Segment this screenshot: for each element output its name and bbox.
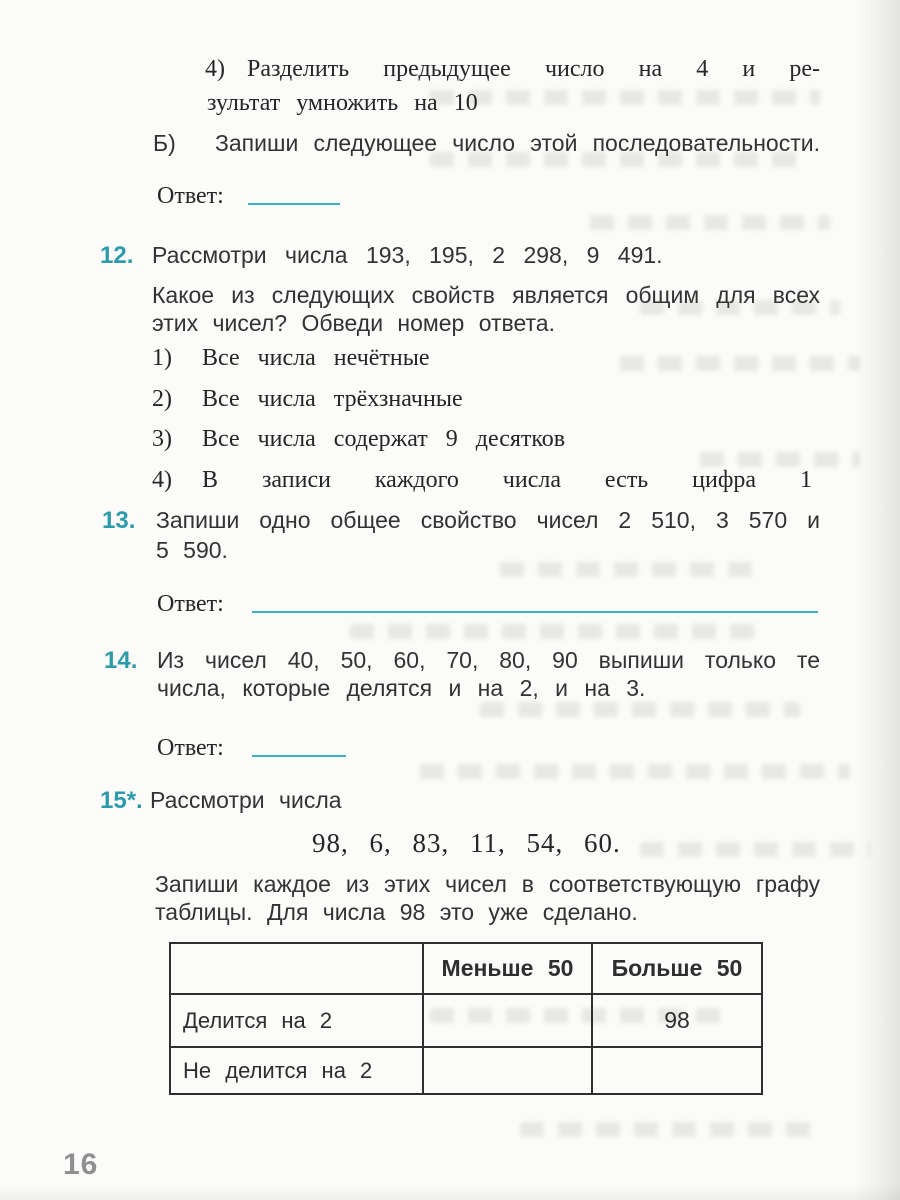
q14-number: 14. xyxy=(104,647,138,674)
answer1-blank-line[interactable] xyxy=(248,203,340,205)
q12-option2-marker[interactable]: 2) xyxy=(152,386,172,412)
itemB-text: Запиши следующее число этой последовательности. xyxy=(215,130,820,156)
q12-option2-text[interactable]: Все числа трёхзначные xyxy=(202,386,463,412)
q13-line1: Запиши одно общее свойство чисел 2 510, 3 570 и xyxy=(156,507,820,533)
q12-option4-text[interactable]: В записи каждого числа есть цифра 1 xyxy=(202,467,812,493)
table-header-less50: Меньше 50 xyxy=(423,943,592,994)
table-corner-cell xyxy=(170,943,423,994)
table-row-label: Не делится на 2 xyxy=(170,1047,423,1094)
table-row xyxy=(170,1047,762,1094)
q15-number: 15*. xyxy=(100,787,143,814)
bleedthrough-smudge xyxy=(350,624,760,639)
q13-answer-label: Ответ: xyxy=(157,591,224,617)
q12-option4-marker[interactable]: 4) xyxy=(152,467,172,493)
q12-number: 12. xyxy=(100,242,134,269)
page-bottom-shadow xyxy=(0,1184,900,1200)
q15-para-line1: Запиши каждое из этих чисел в соответствующую графу xyxy=(155,871,820,897)
q12-question-line1: Какое из следующих свойств является общим для всех xyxy=(152,282,820,308)
q15-para-line2: таблицы. Для числа 98 это уже сделано. xyxy=(155,899,638,925)
table-row-label: Делится на 2 xyxy=(170,994,423,1047)
bleedthrough-smudge xyxy=(430,90,820,105)
answer1-label: Ответ: xyxy=(157,183,224,209)
q12-question-line2: этих чисел? Обведи номер ответа. xyxy=(152,310,555,336)
q14-answer-label: Ответ: xyxy=(157,735,224,761)
item4-line2: зультат умножить на 10 xyxy=(207,90,478,116)
bleedthrough-smudge xyxy=(590,215,830,230)
table-cell-divisible-less50[interactable] xyxy=(423,994,592,1047)
table-row xyxy=(170,994,762,1047)
table-header-row xyxy=(170,943,762,994)
item4-line1: Разделить предыдущее число на 4 и ре- xyxy=(247,56,820,82)
table-cell-divisible-more50[interactable]: 98 xyxy=(592,994,762,1047)
bleedthrough-smudge xyxy=(520,1122,820,1137)
q12-option1-text[interactable]: Все числа нечётные xyxy=(202,345,430,371)
page-edge-shadow xyxy=(854,0,900,1200)
q14-line2: числа, которые делятся и на 2, и на 3. xyxy=(157,675,646,701)
classification-table xyxy=(169,942,763,1095)
page-number: 16 xyxy=(63,1148,99,1181)
q15-intro: Рассмотри числа xyxy=(150,787,342,813)
q13-number: 13. xyxy=(102,507,136,534)
q15-numbers-line: 98, 6, 83, 11, 54, 60. xyxy=(312,828,621,858)
table-cell-notdivisible-less50[interactable] xyxy=(423,1047,592,1094)
q12-intro: Рассмотри числа 193, 195, 2 298, 9 491. xyxy=(152,242,663,268)
bleedthrough-smudge xyxy=(700,452,860,467)
bleedthrough-smudge xyxy=(480,702,800,717)
bleedthrough-smudge xyxy=(620,356,860,371)
item4-marker: 4) xyxy=(205,56,225,82)
itemB-marker: Б) xyxy=(153,130,176,156)
bleedthrough-smudge xyxy=(640,842,870,857)
q12-option3-text[interactable]: Все числа содержат 9 десятков xyxy=(202,426,566,452)
bleedthrough-smudge xyxy=(420,764,850,779)
table-header-more50: Больше 50 xyxy=(592,943,762,994)
table-cell-notdivisible-more50[interactable] xyxy=(592,1047,762,1094)
q13-answer-blank-line[interactable] xyxy=(252,611,818,613)
q14-answer-blank-line[interactable] xyxy=(252,755,346,757)
q12-option3-marker[interactable]: 3) xyxy=(152,426,172,452)
q14-line1: Из чисел 40, 50, 60, 70, 80, 90 выпиши только те xyxy=(157,647,820,673)
q12-option1-marker[interactable]: 1) xyxy=(152,345,172,371)
q13-line2: 5 590. xyxy=(156,537,228,563)
bleedthrough-smudge xyxy=(500,562,760,577)
